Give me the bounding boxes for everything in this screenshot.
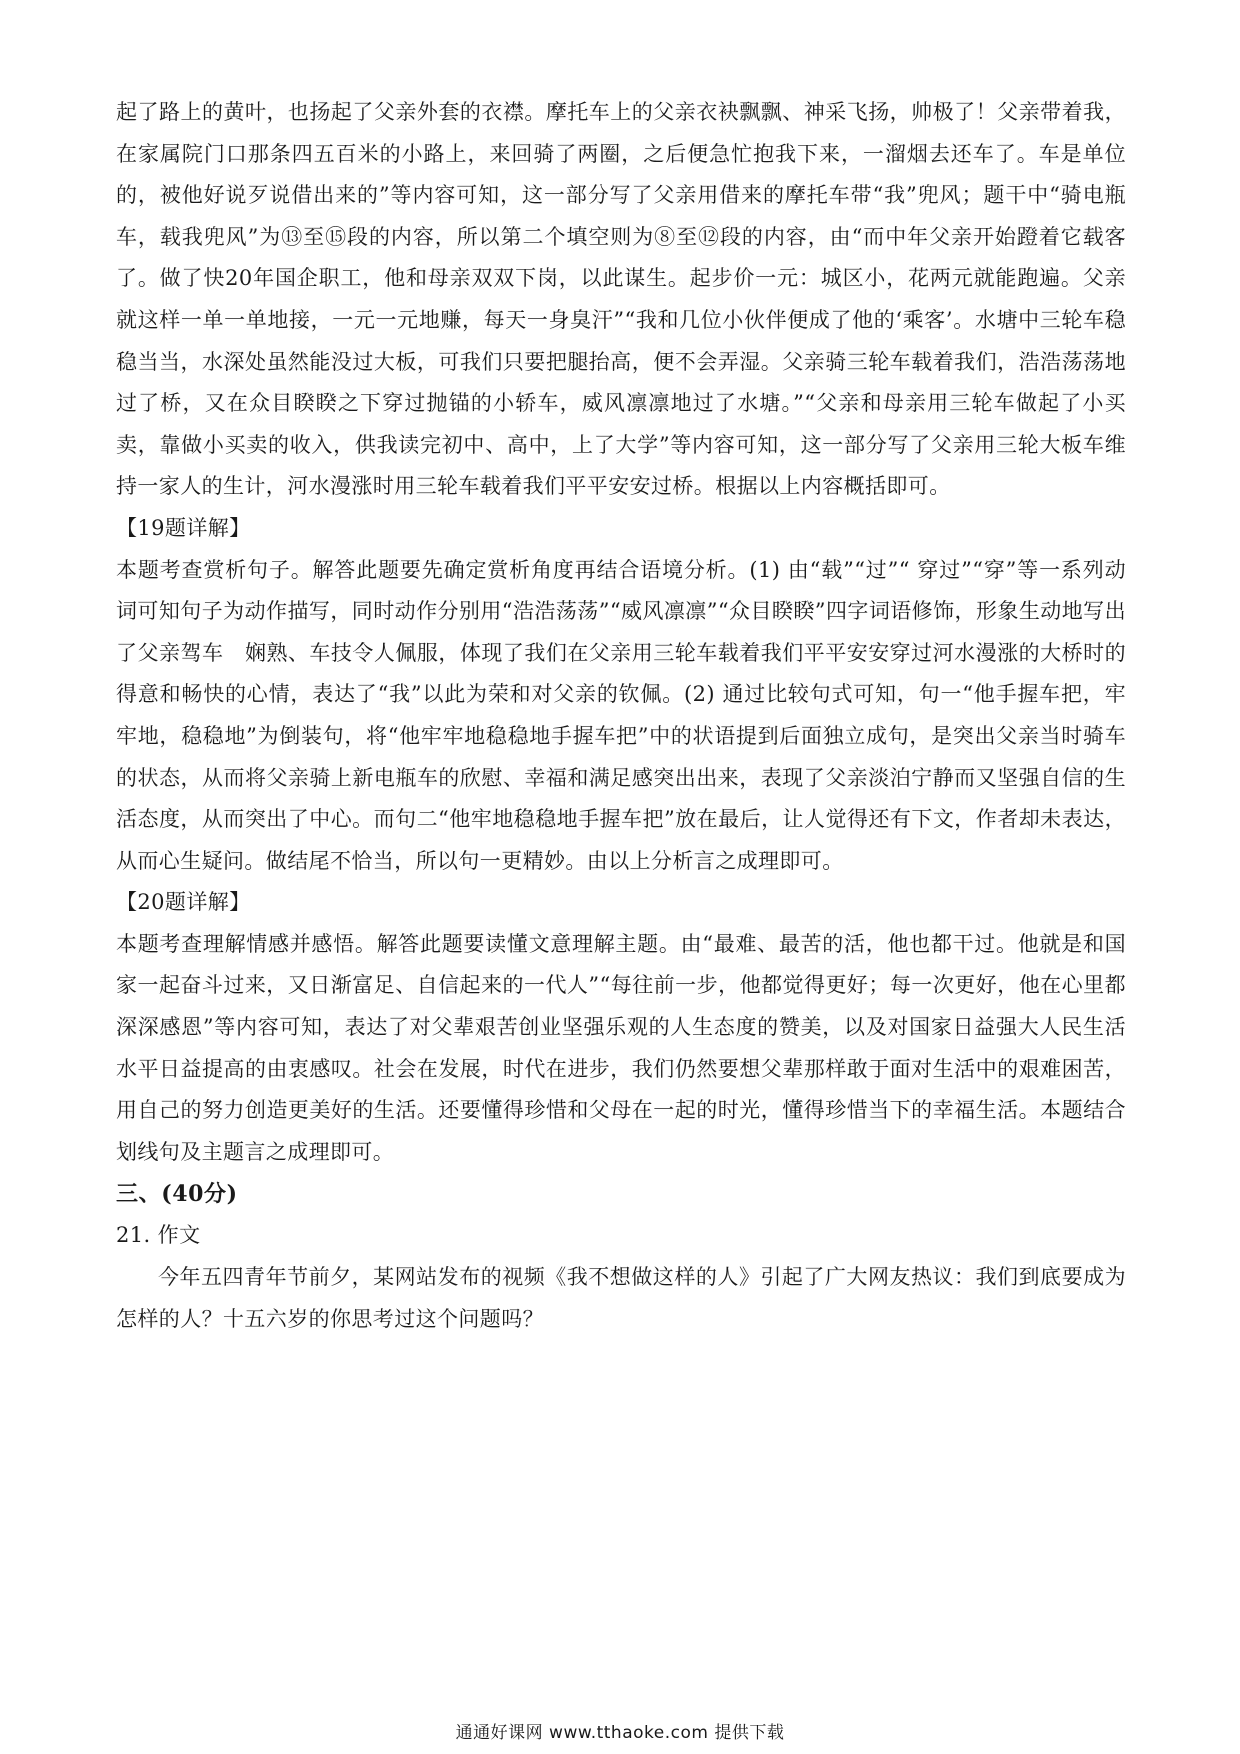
answer-paragraph-19: 本题考查赏析句子。解答此题要先确定赏析角度再结合语境分析。(1) 由“载”“过”“ 穿过”“穿”等一系列动词可知句子为动作描写，同时动作分别用“浩浩荡荡”“威风凛凛”“众目睽睽”四字词语修饰，形象生动地写出了父亲驾车 娴熟、车技令人佩服，体现了我们在父亲用三轮车载着我们平平安安穿过河水漫涨的大桥时的得意和畅快的心情，表达了“我”以此为荣和对父亲的钦佩。(2) 通过比较句式可知，句一“他手握车把，牢牢地，稳稳地”为倒装句，将“他牢牢地稳稳地手握车把”中的状语提到后面独立成句，是突出父亲当时骑车的状态，从而将父亲骑上新电瓶车的欣慰、幸福和满足感突出出来，表现了父亲淡泊宁静而又坚强自信的生活态度，从而突出了中心。而句二“他牢地稳稳地手握车把”放在最后，让人觉得还有下文，作者却未表达，从而心生疑问。做结尾不恰当，所以句一更精妙。由以上分析言之成理即可。 (116, 557, 1126, 873)
essay-prompt-paragraph: 今年五四青年节前夕，某网站发布的视频《我不想做这样的人》引起了广大网友热议：我们到底要成为怎样的人？十五六岁的你思考过这个问题吗？ (116, 1265, 1126, 1331)
document-page (116, 92, 1126, 1340)
heading-question-19: 【19题详解】 (116, 515, 251, 540)
answer-paragraph-20: 本题考查理解情感并感悟。解答此题要读懂文意理解主题。由“最难、最苦的活，他也都干过。他就是和国家一起奋斗过来，又日渐富足、自信起来的一代人”“每往前一步，他都觉得更好；每一次更好，他在心里都深深感恩”等内容可知，表达了对父辈艰苦创业坚强乐观的人生态度的赞美，以及对国家日益强大人民生活水平日益提高的由衷感叹。社会在发展，时代在进步，我们仍然要想父辈那样敢于面对生活中的艰难困苦，用自己的努力创造更美好的生活。还要懂得珍惜和父母在一起的时光，懂得珍惜当下的幸福生活。本题结合划线句及主题言之成理即可。 (116, 931, 1126, 1164)
heading-question-20: 【20题详解】 (116, 890, 251, 915)
section-three-heading: 三、(40分) (116, 1181, 238, 1208)
page-footer-watermark: 通通好课网 www.tthaoke.com 提供下载 (455, 1723, 785, 1743)
question-21-label: 21. 作文 (116, 1223, 201, 1248)
answer-paragraph-18-continued: 起了路上的黄叶，也扬起了父亲外套的衣襟。摩托车上的父亲衣袂飘飘、神采飞扬，帅极了！父亲带着我，在家属院门口那条四五百米的小路上，来回骑了两圈，之后便急忙抱我下来，一溜烟去还车了。车是单位的，被他好说歹说借出来的”等内容可知，这一部分写了父亲用借来的摩托车带“我”兜风；题干中“骑电瓶车，载我兜风”为⑬至⑮段的内容，所以第二个填空则为⑧至⑫段的内容，由“而中年父亲开始蹬着它载客了。做了快20年国企职工，他和母亲双双下岗，以此谋生。起步价一元：城区小，花两元就能跑遍。父亲就这样一单一单地接，一元一元地赚，每天一身臭汗”“我和几位小伙伴便成了他的‘乘客’。水塘中三轮车稳稳当当，水深处虽然能没过大板，可我们只要把腿抬高，便不会弄湿。父亲骑三轮车载着我们，浩浩荡荡地过了桥，又在众目睽睽之下穿过抛锚的小轿车，威风凛凛地过了水塘。”“父亲和母亲用三轮车做起了小买卖，靠做小买卖的收入，供我读完初中、高中，上了大学”等内容可知，这一部分写了父亲用三轮大板车维持一家人的生计，河水漫涨时用三轮车载着我们平平安安过桥。根据以上内容概括即可。 (116, 100, 1126, 499)
